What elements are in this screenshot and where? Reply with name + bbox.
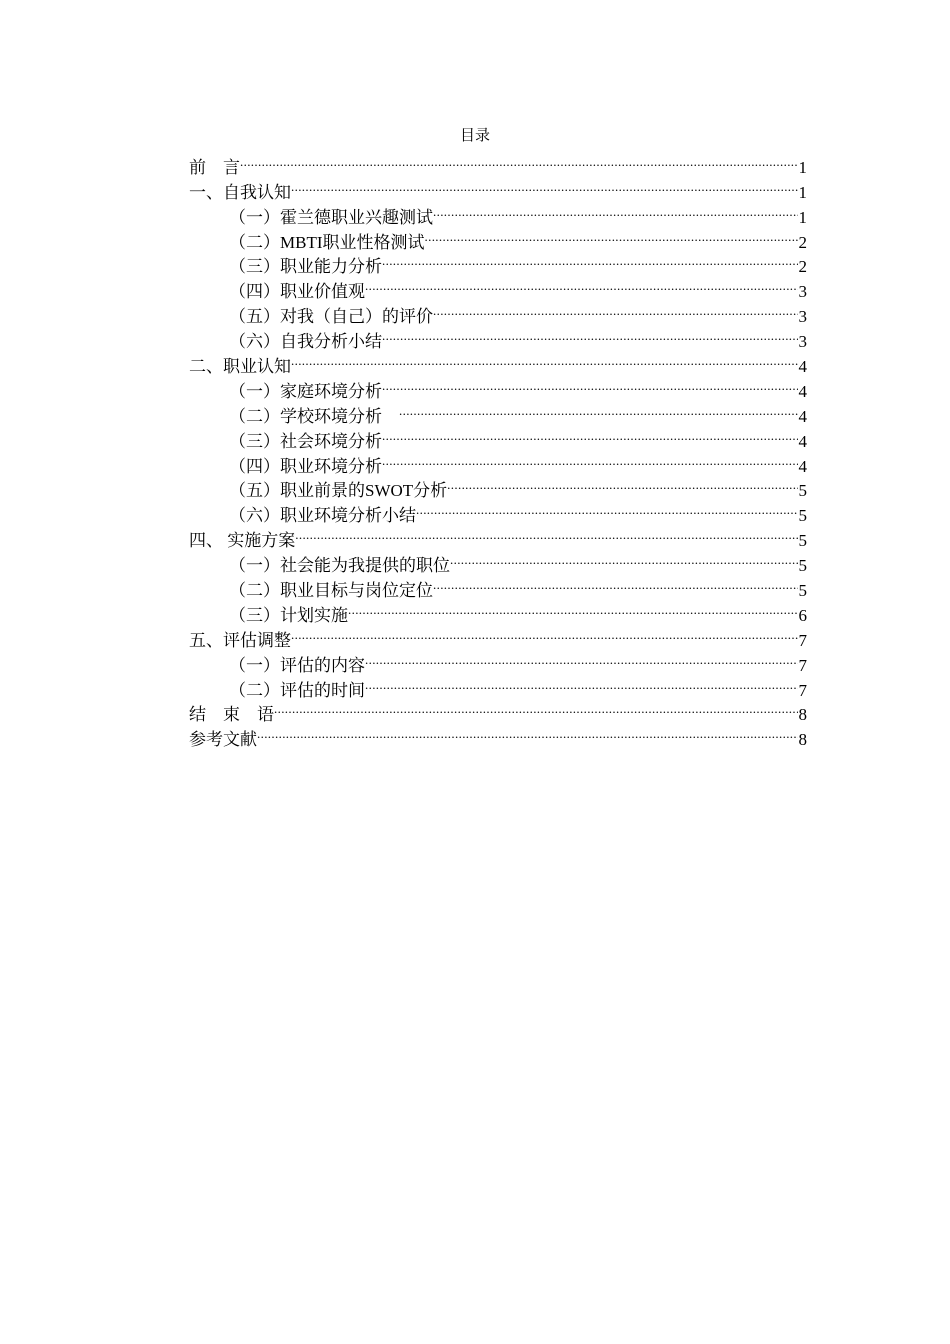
toc-dot-leader <box>365 671 798 696</box>
toc-dot-leader <box>291 173 798 198</box>
toc-entry-title: 前 言 <box>189 157 240 177</box>
toc-entry-page-number: 5 <box>798 481 807 501</box>
toc-dot-leader <box>295 521 798 546</box>
toc-entry-title: （三）计划实施 <box>229 605 348 625</box>
toc-entry-title: 参考文献 <box>189 730 257 750</box>
toc-dot-leader <box>382 372 798 397</box>
toc-entry-page-number: 1 <box>798 207 807 227</box>
table-of-contents <box>189 148 807 750</box>
toc-dot-leader <box>450 546 798 571</box>
toc-entry-title: （一）评估的内容 <box>229 655 365 675</box>
toc-dot-leader <box>425 223 799 248</box>
toc-entry-title: （二）学校环境分析 <box>229 406 399 426</box>
toc-entry-title: （二）MBTI职业性格测试 <box>229 232 425 252</box>
toc-dot-leader <box>447 472 798 497</box>
toc-dot-leader <box>291 621 798 646</box>
toc-entry-title: （四）职业环境分析 <box>229 456 382 476</box>
toc-entry-page-number: 4 <box>798 406 807 426</box>
toc-dot-leader <box>365 272 798 297</box>
toc-entry-page-number: 2 <box>798 232 807 252</box>
toc-entry-page-number: 4 <box>798 357 807 377</box>
toc-entry-title: （三）职业能力分析 <box>229 257 382 277</box>
toc-dot-leader <box>257 720 798 745</box>
toc-entry-page-number: 2 <box>798 257 807 277</box>
toc-dot-leader <box>433 571 798 596</box>
toc-entry-page-number: 3 <box>798 307 807 327</box>
toc-entry-title: （二）职业目标与岗位定位 <box>229 581 433 601</box>
toc-dot-leader <box>433 297 798 322</box>
toc-entry-page-number: 1 <box>798 182 807 202</box>
toc-entry-page-number: 5 <box>798 506 807 526</box>
toc-entry-title: （五）对我（自己）的评价 <box>229 307 433 327</box>
toc-dot-leader <box>274 696 798 721</box>
toc-entry-title: （一）社会能为我提供的职位 <box>229 556 450 576</box>
toc-entry[interactable] <box>189 696 807 725</box>
toc-entry-title: 二、职业认知 <box>189 357 291 377</box>
toc-entry-title: （三）社会环境分析 <box>229 431 382 451</box>
toc-entry-page-number: 3 <box>798 282 807 302</box>
toc-entry-page-number: 4 <box>798 381 807 401</box>
toc-entry-title: 结 束 语 <box>189 705 274 725</box>
toc-dot-leader <box>382 422 798 447</box>
toc-entry-title: （四）职业价值观 <box>229 282 365 302</box>
toc-dot-leader <box>399 397 798 422</box>
toc-dot-leader <box>348 596 798 621</box>
toc-entry-title: 一、自我认知 <box>189 182 291 202</box>
toc-dot-leader <box>240 148 798 173</box>
toc-title: 目录 <box>459 128 490 144</box>
toc-entry-title: 五、评估调整 <box>189 630 291 650</box>
toc-dot-leader <box>416 496 798 521</box>
toc-entry-page-number: 4 <box>798 456 807 476</box>
toc-entry-page-number: 5 <box>798 556 807 576</box>
toc-entry-page-number: 7 <box>798 680 807 700</box>
toc-entry-title: （一）霍兰德职业兴趣测试 <box>229 207 433 227</box>
toc-entry-title: （五）职业前景的SWOT分析 <box>229 481 448 501</box>
toc-entry-title: （一）家庭环境分析 <box>229 381 382 401</box>
toc-dot-leader <box>382 248 798 273</box>
toc-entry-page-number: 8 <box>798 730 807 750</box>
toc-entry-page-number: 4 <box>798 431 807 451</box>
toc-entry-page-number: 7 <box>798 630 807 650</box>
toc-entry[interactable] <box>189 720 807 750</box>
toc-entry-page-number: 8 <box>798 705 807 725</box>
toc-entry-page-number: 6 <box>798 605 807 625</box>
toc-entry-page-number: 5 <box>798 531 807 551</box>
toc-entry-page-number: 7 <box>798 655 807 675</box>
toc-dot-leader <box>291 347 798 372</box>
toc-entry-page-number: 3 <box>798 332 807 352</box>
toc-entry-page-number: 5 <box>798 581 807 601</box>
toc-dot-leader <box>365 646 798 671</box>
toc-dot-leader <box>382 322 798 347</box>
toc-dot-leader <box>433 198 798 223</box>
toc-entry-title: （六）职业环境分析小结 <box>229 506 416 526</box>
toc-entry-title: （二）评估的时间 <box>229 680 365 700</box>
toc-dot-leader <box>382 447 798 472</box>
toc-entry[interactable] <box>189 173 807 202</box>
toc-entry-title: （六）自我分析小结 <box>229 332 382 352</box>
toc-entry-title: 四、 实施方案 <box>189 531 296 551</box>
toc-entry[interactable] <box>189 148 807 177</box>
toc-entry-page-number: 1 <box>798 157 807 177</box>
